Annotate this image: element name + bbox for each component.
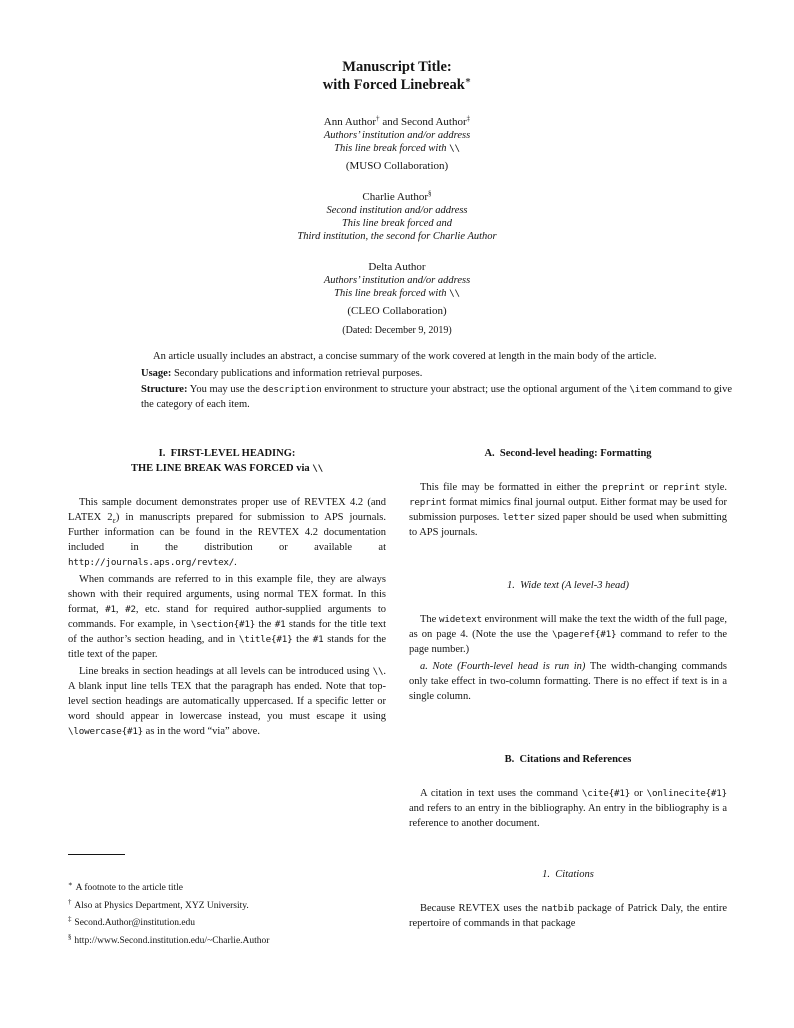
author-affiliation: Second institution and/or address [326,205,468,216]
title-line-1: Manuscript Title: [342,59,452,75]
dated-line: (Dated: December 9, 2019) [342,325,452,336]
section-heading-second-level-A: A. Second-level heading: Formatting [484,448,652,459]
collaboration-name: (MUSO Collaboration) [345,160,449,172]
footnote-rule [68,854,125,855]
section-heading-first-level [68,444,386,476]
author-names: Charlie Author§ [362,189,432,203]
body-paragraph: This file may be formatted in either the preprint or reprint style. reprint format mimics final journal output. Either format may be used for submission purposes. letter sized paper should be used when submitting to APS journals. [409,482,728,538]
body-paragraph: A citation in text uses the command \cite{#1} or \onlinecite{#1} and refers to an entry in the bibliography. An entry in the bibliography is a reference to another document. [409,788,727,829]
body-paragraph-run-in-head: a. Note (Fourth-level head is run in) The width-changing commands only take effect in two-column formatting. There is no effect if text is in a single column. [409,661,727,702]
paper-title [0,58,794,94]
title-line-2: with Forced Linebreak∗ [322,76,472,93]
body-paragraph: This sample document demonstrates proper use of REVTEX 4.2 (and LATEX $2_\varepsilon$) in manuscripts prepared for submission to APS journals. Further information can be found in the REVTEX 4.2 documentation included in the distribution or available at http://journals.aps.org/revtex/. [68,497,387,568]
body-paragraph: Because REVTEX uses the natbib package of Patrick Daly, the entire repertoire of commands in that package [409,903,727,929]
author-affiliation: This line break forced with \\ [334,288,460,299]
footnote-text: Also at Physics Department, XYZ University. [74,900,249,911]
author-names: Delta Author [368,261,426,273]
footnote [68,878,386,896]
abstract-structure: Structure: You may use the description environment to structure your abstract; use the optional argument of the \item command to give the category of each item. [141,384,732,410]
section-heading-level-3-wide-text: 1. Wide text (A level-3 head) [507,580,629,591]
footnote [68,913,386,931]
body-paragraph: Line breaks in section headings at all levels can be introduced using \\. A blank input line tells TEX that the paragraph has ended. Note that top-level section headings are automatically uppercased. If a specific letter or word should appear in lowercase instead, you must escape it using \lowercase{#1} as in the word “via” above. [68,666,386,737]
author-names: Ann Author† and Second Author‡ [323,114,471,128]
footnote-mark: † [68,898,72,906]
author-affiliation: Authors’ institution and/or address [323,130,471,141]
section-heading-second-level-B: B. Citations and References [504,754,632,765]
section-heading-line-2: THE LINE BREAK WAS FORCED via \\ [131,463,323,474]
author-group-2 [0,190,794,243]
author-group-1 [0,115,794,173]
author-group-3 [0,260,794,318]
section-heading-level-3-citations: 1. Citations [542,869,594,880]
footnote-text: http://www.Second.institution.edu/~Charlie.Author [74,936,270,947]
footnote-mark: ∗ [68,881,73,888]
author-affiliation: This line break forced and [341,218,453,229]
author-affiliation: Authors’ institution and/or address [323,275,471,286]
title-block [0,0,794,337]
footnote [68,896,386,914]
collaboration-name: (CLEO Collaboration) [347,305,447,317]
footnotes-block [68,854,386,949]
abstract-usage: Usage: Secondary publications and information retrieval purposes. [141,367,423,379]
footnote-text: A footnote to the article title [75,883,184,894]
footnote-text: Second.Author@institution.edu [74,918,196,929]
footnote-mark: § [68,933,72,941]
body-paragraph: The widetext environment will make the text the width of the full page, as on page 4. (Note the use the \pageref{#1} command to refer to the page number.) [409,614,727,655]
footnote-mark: ‡ [68,916,72,924]
author-affiliation: This line break forced with \\ [334,143,460,154]
left-column [68,444,386,739]
abstract-paragraph: An article usually includes an abstract, a concise summary of the work covered at length in the main body of the article. [153,351,657,362]
body-paragraph: When commands are referred to in this example file, they are always shown with their required arguments, using normal TEX format. In this format, #1, #2, etc. stand for required author-supplied arguments to commands. For example, in \section{#1} the #1 stands for the title text of the author’s section heading, and in \title{#1} the #1 stands for the title text of the paper. [68,574,386,660]
footnote [68,931,386,949]
author-affiliation: Third institution, the second for Charlie Author [297,231,497,242]
abstract [141,350,732,412]
section-heading-line-1: I. FIRST-LEVEL HEADING: [158,448,296,459]
right-column [409,444,727,931]
